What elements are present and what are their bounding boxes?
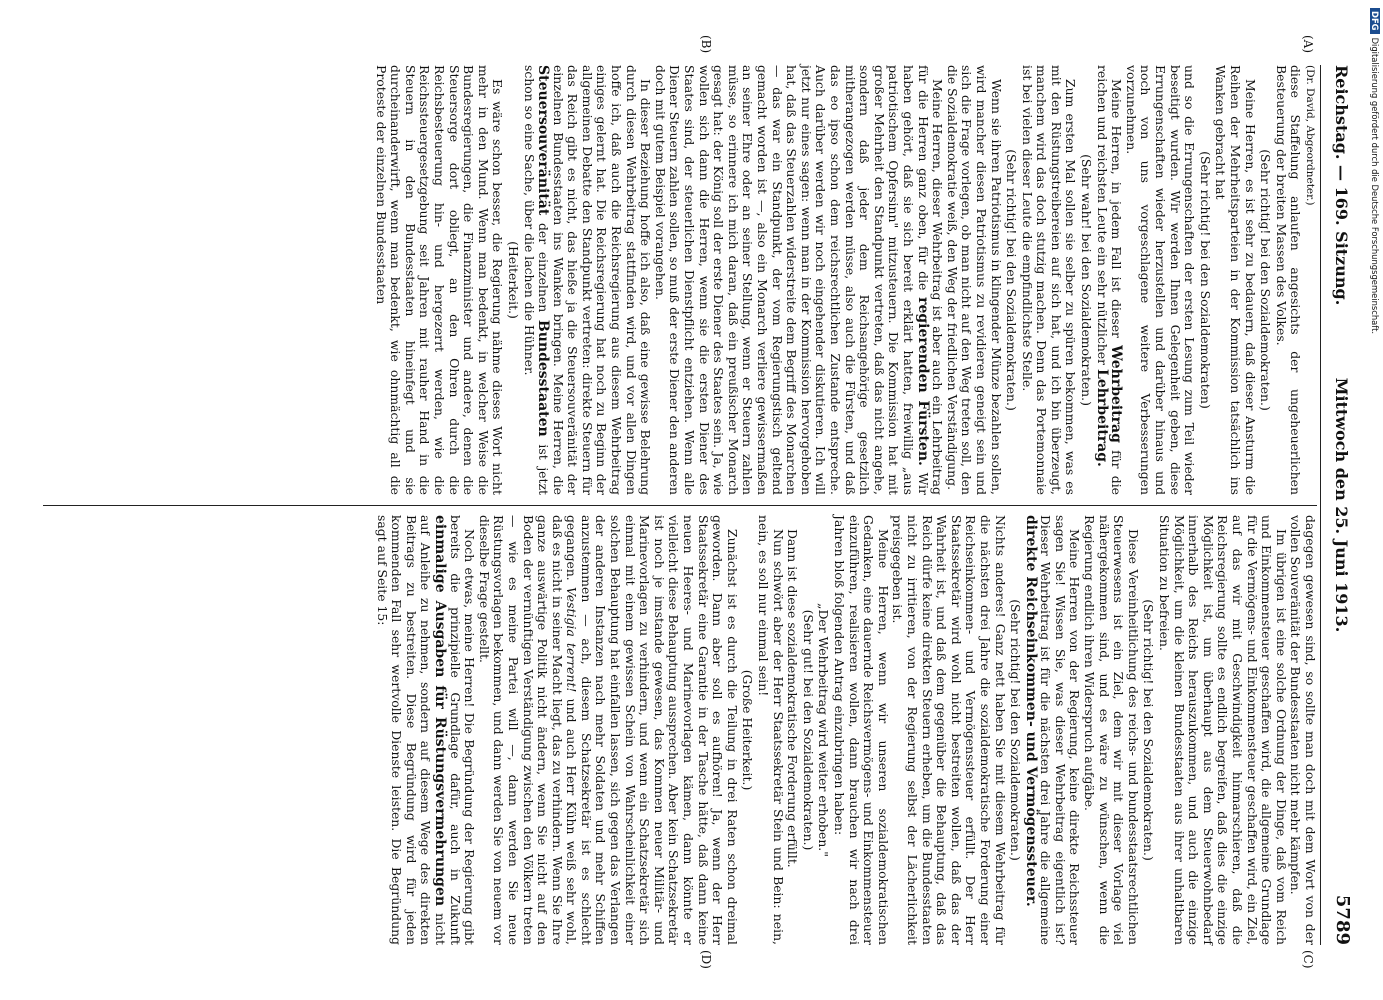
paragraph: In dieser Beziehung hoffe ich also, daß eine gewisse Belehrung durch diesen Wehrbeitrag stattfinden wird, und vor allen Dingen hoffe ich, daß auch die Reichsregierung aus diesem Wehrbeitrag einiges gelernt hat. Die Reichsregierung hat noch zu Beginn der allgemeinen Debatte den Standpunkt vertreten: direkte Steuern für das Reich gibt es nicht, das hieße ja die Steuersouveränität der einzelnen Bundesstaaten ins Wanken bringen. Meine Herren, die Steuersouveränität der einzelnen Bundesstaaten ist jetzt schon so eine Sache, über die lachen die Hühner. [521,65,654,495]
paragraph: Meine Herren, wenn wir unseren sozialdemokratischen Gedanken, eine dauernde Reichsvermögens- und Einkommensteuer einzuführen, realisieren wollen, dann brauchen wir nach drei Jahren bloß folgenden Antrag einzubringen haben: [832,515,891,945]
header-date: Mittwoch den 25. Juni 1913. [1332,377,1351,633]
credit-text: Digitalisierung gefördert durch die Deutsche Forschungsgemeinschaft. [1370,37,1380,335]
text-column-right [43,515,1317,945]
latin-phrase: Vestigia terrent! [564,587,580,693]
emphasis: regierenden Fürsten. [914,297,931,466]
paragraph: Es wäre schon besser, die Regierung nähme dieses Wort nicht mehr in den Mund. Wenn man bedenkt, in welcher Weise die Bundesregierungen, die Finanzminister und andere, denen die Steuersorge dort obliegt, an den Ohren durch die Reichsbesteuerung hin- und hergezerrt werden, wie die Reichssteuergesetzgebung seit Jahren mit rauher Hand in die Steuern in den Bundesstaaten hineinfegt und sie durcheinanderwirft, wenn man bedenkt, wie ohnmächtig all die Proteste der einzelnen Bundesstaaten [373,65,506,495]
remark: (Sehr richtig! bei den Sozialdemokraten.) [1141,599,1157,861]
remark: (Heiterkeit.) [505,241,521,319]
dfg-logo: DFG [1370,8,1380,34]
paragraph: Meine Herren, es ist sehr zu bedauern, daß dieser Ansturm die Reihen der Mehrheitsparteien in der Kommission tatsächlich ins Wanken gebracht hat [1213,65,1258,495]
remark: (Sehr richtig! bei den Sozialdemokraten.) [1008,599,1024,861]
paragraph: und so die Errungenschaften der ersten Lesung zum Teil wieder beseitigt wurden. Wir werden Ihnen Gelegenheit geben, diese Errungenschaften wieder herzustellen und darüber hinaus und noch von uns vorgeschlagene weitere Verbesserungen vorzunehmen. [1123,65,1198,495]
remark: (Sehr richtig! bei den Sozialdemokraten) [1197,151,1213,409]
column-divider [43,505,1317,506]
paragraph: Noch etwas, meine Herren! Die Begründung der Regierung gibt bereits die prinzipielle Grundlage dafür, auch in Zukunft einmalige Ausgaben für Rüstungsvermehrungen nicht auf Anleihe zu nehmen, sondern auf diesem Wege des direkten Beitrags zu bestreiten. Diese Begründung wird für jeden kommenden Fall sehr wertvolle Dienste leisten. Die Begründung sagt auf Seite 15: [374,515,478,945]
speaker-note: (Dr. David, Abgeordneter.) [1304,65,1316,206]
page-number: 5789 [1332,894,1353,945]
remark: (Sehr gut! bei den Sozialdemokraten.) [800,609,816,851]
emphasis: Lehrbeitrag. [1093,369,1110,467]
paragraph: dagegen gewesen sind, so sollte man doch mit dem Wort von der vollen Souveränität der Bundesstaaten nicht mehr kämpfen. [1288,515,1318,945]
margin-marker-b: (B) [699,35,713,54]
header-left: Reichstag. — 169. Sitzung. [1332,65,1351,306]
paragraph: Meine Herren von der Regierung, keine direkte Reichssteuer sagen Sie! Wissen Sie, was dieser Wehrbeitrag eigentlich ist? Dieser Wehrbeitrag ist für die nächsten drei Jahre die allgemeine direkte Reichseinkommen- und Vermögenssteuer. [1022,515,1083,945]
paragraph: Im übrigen ist eine solche Ordnung der Dinge, daß vom Reich und Einkommensteuer geschaffen wird, die allgemeine Grundlage für die Vermögens- und Einkommensteuer geschaffen wird, ein Ziel, auf das wir mit Geschwindigkeit hinmarschieren, daß die Reichsregierung sollte es endlich begreifen, daß dies die einzige Möglichkeit ist, um überhaupt aus dem Steuerwohnbedarf innerhalb des Reichs herauszukommen, und auch die einzige Möglichkeit, um die kleinen Bundesstaaten aus ihrer unhaltbaren Situation zu befreien. [1157,515,1289,945]
remark: (Große Heiterkeit.) [740,669,756,791]
page-header [1320,65,1365,945]
paragraph: Nichts anderes! Ganz nett haben Sie mit diesem Wehrbeitrag für die nächsten drei Jahre die sozialdemokratische Forderung einer Reichseinkommen- und Vermögenssteuer erfüllt. Der Herr Staatssekretär wird wohl nicht bestreiten wollen, daß das der Wahrheit ist, und daß dem gegenüber die Behauptung, daß das Reich dürfe keine direkten Steuern erheben, um die Bundesstaaten nicht zu irritieren, von der Regierung selbst der Lächerlichkeit preisgegeben ist. [890,515,1008,945]
emphasis: direkte Reichseinkommen- und Vermögenssteuer. [1022,515,1039,907]
paragraph: Zunächst ist es durch die Teilung in drei Raten schon dreimal geworden. Dann aber soll es aufhören! Ja, wenn der Herr Staatssekretär eine Garantie in der Tasche hätte, daß dann keine neuen Heeres- und Marinevorlagen kämen, dann könnte er vielleicht diese Behauptung aussprechen. Aber kein Schatzsekretär ist noch je imstande gewesen, das Kommen neuer Militär- und Marinevorlagen zu verhindern, und wenn ein Schatzsekretär sich einmal mit einem gewissen Schein von Wahrscheinlichkeit einer solchen Behauptung hat einfallen lassen, sich gegen das Verlangen der anderen Instanzen nach mehr Soldaten und mehr Schiffen anzustemmen — ach, diesem Schatzsekretär ist es schlecht gegangen. Vestigia terrent! und auch Herr Kühn weiß sehr wohl, daß es nicht in seiner Macht liegt, das zu verhindern. Wenn Sie Ihre ganze auswärtige Politik nicht ändern, wenn Sie nicht auf den Boden der vernünftigen Verständigung zwischen den Völkern treten — wie es meine Partei will —, dann werden Sie neue Rüstungsvorlagen bekommen, und dann werden Sie von neuem vor dieselbe Frage gestellt. [476,515,740,945]
emphasis: Wehrbeitrag [1108,345,1125,443]
margin-marker-c: (C) [1301,950,1315,969]
margin-marker-a: (A) [1301,35,1315,54]
paragraph: Meine Herren, in jedem Fall ist dieser Wehrbeitrag für die reichen und reichsten Leute ein sehr nützlicher Lehrbeitrag. [1093,65,1125,496]
remark: (Sehr wahr! bei den Sozialdemokraten.) [1079,154,1095,406]
digitization-credit [1366,8,1382,998]
quotation: „Der Wehrbeitrag wird weiter erhoben." [816,603,832,857]
text-column-left [43,65,1317,495]
paragraph: Diese Vereinheitlichung des reichs- und bundesstaatsrechtlichen Steuerwesens ist ein Ziel, dem wir mit dieser Vorlage viel nähergekommen sind, und es wäre zu wünschen, wenn die Regierung endlich ihren Widerspruch aufgäbe. [1082,515,1141,945]
margin-marker-d: (D) [699,950,713,969]
remark: (Sehr richtig! bei den Sozialdemokraten.) [1258,149,1274,411]
emphasis: Bundesstaaten [535,319,552,437]
emphasis: Steuersouveränität [535,65,552,216]
newspaper-page [25,25,1365,975]
paragraph: Meine Herren, dieser Wehrbeitrag ist aber auch ein Lehrbeitrag für die Herren ganz oben, für die regierenden Fürsten. Wir haben gehört, daß sie sich bereit erklärt hatten, freiwillig „aus patriotischem Opfersinn" mitzusteuern. Die Kommission hat mit großer Mehrheit den Standpunkt vertreten, daß das nicht angehe, sondern daß jeder dem Reichsangehörige gesetzlich mitherangezogen werden müsse, also auch die Fürsten, und daß das eo ipso schon dem reichsrechtlichen Zustande entspreche. Auch darüber werden wir noch eingehender diskutieren. Ich will jetzt nur eines sagen: wenn man in der Kommission hervorgehoben hat, daß das Steuerzahlen widerstreite dem Begriff des Monarchen — das war ein Standpunkt, der vom Regierungstisch geltend gemacht worden ist —, also ein Monarch verliere gewissermaßen an seiner Ehre oder an seiner Stellung, wenn er Steuern zahlen müsse, so erinnere ich mich daran, daß ein preußischer Monarch gesagt hat: der König soll der erste Diener des Staates sein. Ja, wie wollen sich dann die Herren, wenn sie die ersten Diener des Staates sind, der steuerlichen Dienstpflicht entziehen. Wenn alle Diener Steuern zahlen sollen, so muß der erste Diener den anderen doch mit gutem Beispiel vorangehen. [652,65,946,495]
remark: (Sehr richtig! bei den Sozialdemokraten.) [1004,149,1020,411]
paragraph: Nun schwört aber der Herr Staatssekretär Stein und Bein: nein, nein, es soll nur einmal sein! [756,515,786,945]
paragraph: Zum ersten Mal sollen sie selber zu spüren bekommen, was es mit den Rüstungstreibereien auf sich hat, und ich bin überzeugt, manchem wird das doch stutzig machen. Denn das Portemonnaie ist bei vielen dieser Leute die empfindlichste Stelle. [1019,65,1079,495]
paragraph: Wenn sie ihren Patriotismus in klingender Münze bezahlen sollen, wird mancher diesen Patriotismus zu revidieren geneigt sein und sich die Frage vorlegen, ob man nicht auf den Weg treten soll, den die Sozialdemokratie weiß, den Weg der friedlichen Verständigung. [944,65,1004,495]
paragraph: Dann ist diese sozialdemokratische Forderung erfüllt. [785,529,801,868]
emphasis: einmalige Ausgaben für Rüstungsvermehrungen [431,515,448,907]
paragraph: diese Staffelung anlaufen angesichts der ungeheuerlichen Besteuerung der breiten Massen des Volkes. [1273,65,1304,495]
